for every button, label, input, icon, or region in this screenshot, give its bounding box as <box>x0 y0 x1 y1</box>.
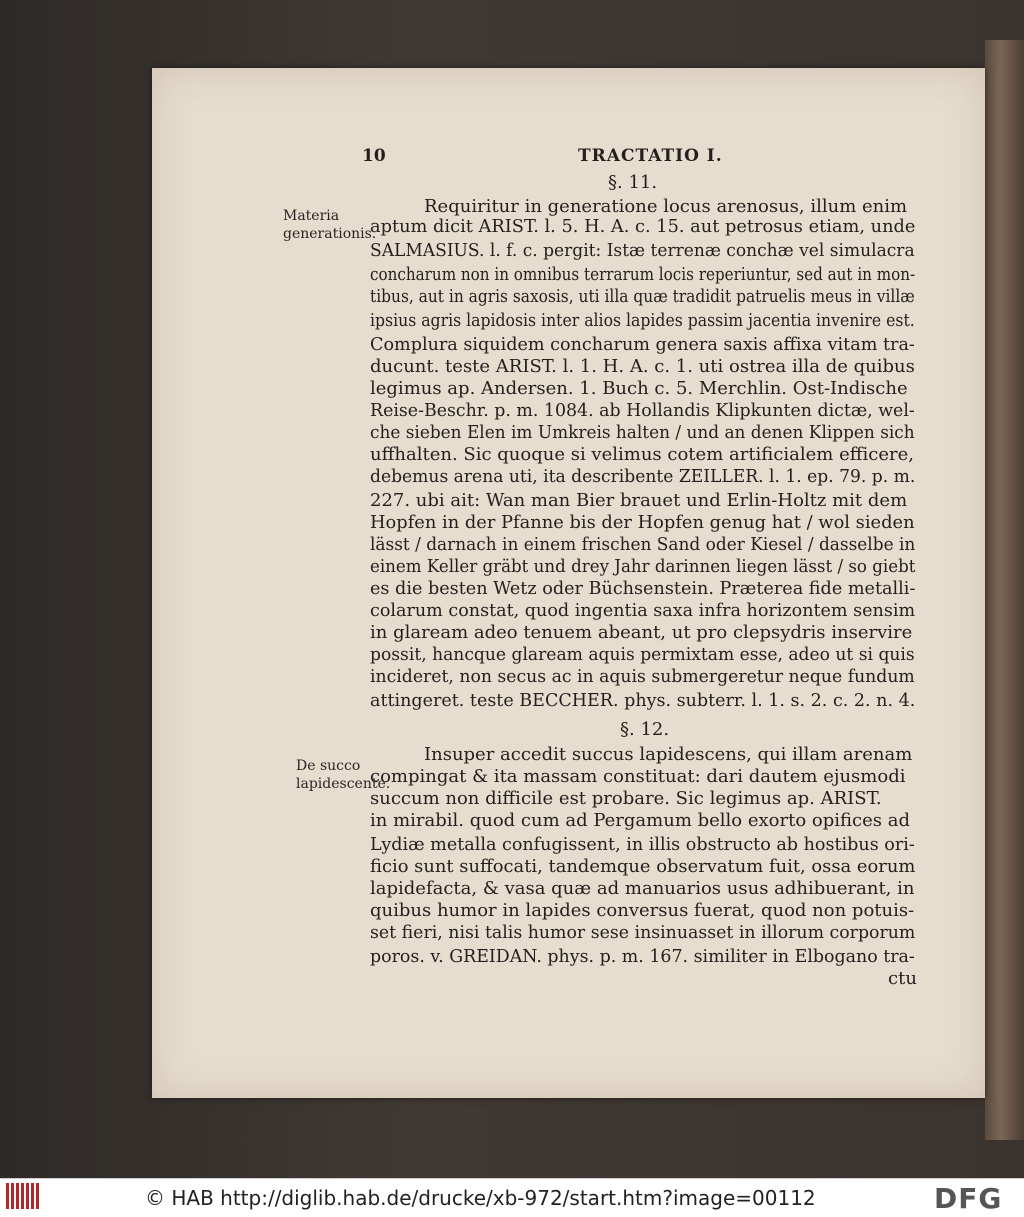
text-line: ipsius agris lapidosis inter alios lapides passim jacentia invenire est. <box>370 310 915 331</box>
text-line: concharum non in omnibus terrarum locis reperiuntur, sed aut in mon- <box>370 264 916 285</box>
text-line: tibus, aut in agris saxosis, uti illa quæ tradidit patruelis meus in villæ <box>370 286 915 307</box>
text-line: SALMASIUS. l. f. c. pergit: Istæ terrenæ conchæ vel simulacra <box>370 240 915 261</box>
text-line: che sieben Elen im Umkreis halten / und an denen Klippen sich <box>370 422 915 443</box>
marginal-note-succo: De succo lapidescente. <box>296 758 391 792</box>
text-line: ducunt. teste ARIST. l. 1. H. A. c. 1. uti ostrea illa de quibus <box>370 356 915 377</box>
text-line: einem Keller gräbt und drey Jahr darinnen liegen lässt / so giebt <box>370 556 916 577</box>
text-line: incideret, non secus ac in aquis submergeretur neque fundum <box>370 666 915 687</box>
copyright-link[interactable]: © HAB http://diglib.hab.de/drucke/xb-972/start.htm?image=00112 <box>145 1186 816 1210</box>
text-line: Insuper accedit succus lapidescens, qui illam arenam <box>424 744 913 765</box>
adjacent-page-edge <box>985 40 1024 1140</box>
text-line: Hopfen in der Pfanne bis der Hopfen genug hat / wol sieden <box>370 512 915 533</box>
text-line: succum non difficile est probare. Sic legimus ap. ARIST. <box>370 788 882 809</box>
page-number: 10 <box>362 146 386 166</box>
text-line: Lydiæ metalla confugissent, in illis obstructo ab hostibus ori- <box>370 834 915 855</box>
text-line: poros. v. GREIDAN. phys. p. m. 167. similiter in Elbogano tra- <box>370 946 915 967</box>
text-line: quibus humor in lapides conversus fuerat, quod non potuis- <box>370 900 915 921</box>
section-heading-12: §. 12. <box>620 719 670 740</box>
viewer-footer <box>0 1178 1024 1217</box>
text-line: aptum dicit ARIST. l. 5. H. A. c. 15. aut petrosus etiam, unde <box>370 216 916 237</box>
section-heading-11: §. 11. <box>608 172 658 193</box>
text-line: uffhalten. Sic quoque si velimus cotem artificialem efficere, <box>370 444 914 465</box>
text-line: 227. ubi ait: Wan man Bier brauet und Erlin-Holtz mit dem <box>370 490 908 511</box>
marginal-note-materia: Materia generationis. <box>283 208 377 242</box>
text-line: Requiritur in generatione locus arenosus, illum enim <box>424 196 908 217</box>
running-title: TRACTATIO I. <box>578 146 723 166</box>
text-line: attingeret. teste BECCHER. phys. subterr. l. 1. s. 2. c. 2. n. 4. <box>370 690 916 711</box>
text-line: legimus ap. Andersen. 1. Buch c. 5. Merchlin. Ost-Indische <box>370 378 908 399</box>
text-line: compingat & ita massam constituat: dari dautem ejusmodi <box>370 766 906 787</box>
text-line: in mirabil. quod cum ad Pergamum bello exorto opifices ad <box>370 810 910 831</box>
text-line: set fieri, nisi talis humor sese insinuasset in illorum corporum <box>370 922 916 943</box>
text-line: Reise-Beschr. p. m. 1084. ab Hollandis Klipkunten dictæ, wel- <box>370 400 915 421</box>
text-line: in glaream adeo tenuem abeant, ut pro clepsydris inservire <box>370 622 913 643</box>
text-line: possit, hancque glaream aquis permixtam esse, adeo ut si quis <box>370 644 915 665</box>
dfg-logo: DFG <box>934 1182 1003 1215</box>
text-line: lässt / darnach in einem frischen Sand oder Kiesel / dasselbe in <box>370 534 916 555</box>
text-line: ficio sunt suffocati, tandemque observatum fuit, ossa eorum <box>370 856 916 877</box>
text-line: lapidefacta, & vasa quæ ad manuarios usus adhibuerant, in <box>370 878 915 899</box>
hab-logo-icon <box>6 1183 48 1213</box>
text-line: es die besten Wetz oder Büchsenstein. Præterea fide metalli- <box>370 578 916 599</box>
text-line: ctu <box>888 968 917 989</box>
text-line: colarum constat, quod ingentia saxa infra horizontem sensim <box>370 600 916 621</box>
text-line: Complura siquidem concharum genera saxis affixa vitam tra- <box>370 334 915 355</box>
text-line: debemus arena uti, ita describente ZEILLER. l. 1. ep. 79. p. m. <box>370 466 916 487</box>
